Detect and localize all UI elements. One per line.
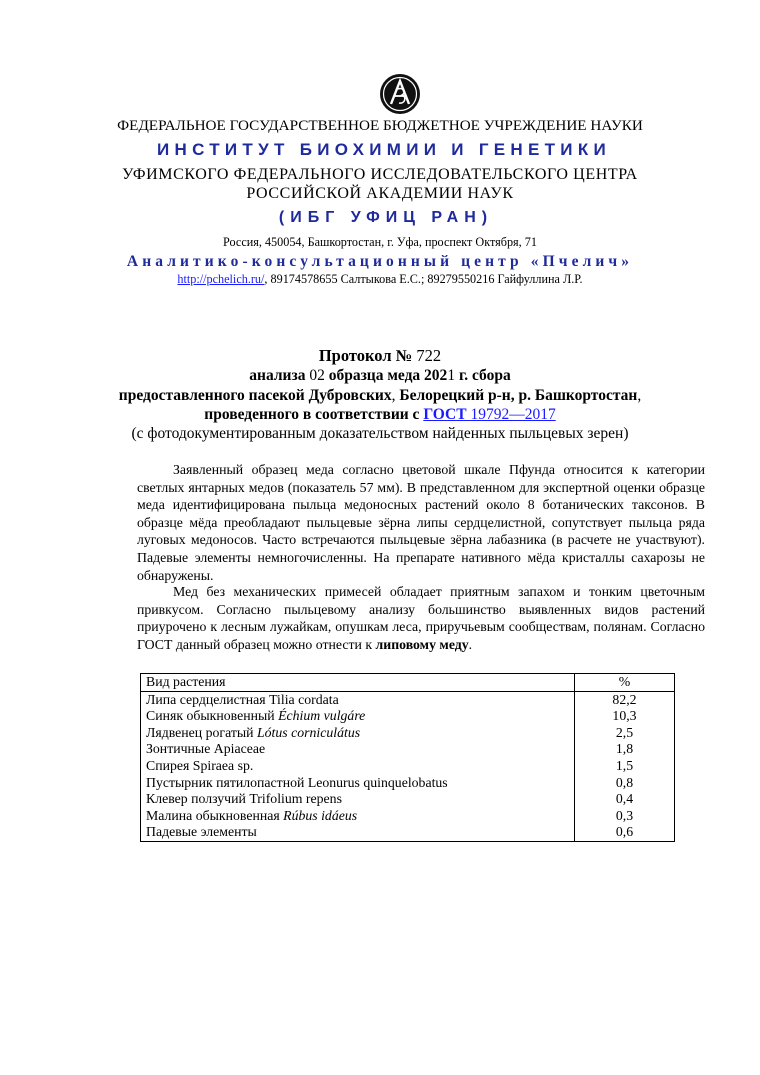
table-row [141, 741, 675, 758]
analytic-center-name: Аналитико-консультационный центр «Пчелич» [126, 253, 634, 270]
species-name: Падевые элементы [146, 824, 257, 840]
species-name: Зонтичные [146, 741, 214, 757]
gost-line [0, 406, 760, 424]
protocol-number: 722 [416, 346, 442, 365]
collection-text: г. сбора [455, 367, 511, 384]
header-species: Вид растения [141, 674, 575, 692]
table-row [141, 691, 675, 708]
table-row [141, 824, 675, 841]
species-latin: Rúbus idáeus [283, 807, 358, 823]
federal-institution-line: ФЕДЕРАЛЬНОЕ ГОСУДАРСТВЕННОЕ БЮДЖЕТНОЕ УЧРЕЖДЕНИЕ НАУКИ [117, 117, 643, 134]
analysis-text: анализа [249, 367, 310, 384]
photo-doc-note: (с фотодокументированным доказательством найденных пыльцевых зерен) [131, 425, 629, 442]
apiary-name: предоставленного пасекой Дубровских [118, 387, 392, 404]
species-cell [141, 758, 575, 775]
paragraph-description: Заявленный образец меда согласно цветовой шкале Пфунда относится к категории светлых янтарных медов (показатель 57 мм). В представленном для экспертной оценки образце меда идентифицирована пыльца медоносных растений около 8 ботанических таксонов. В образце мёда преобладают пыльцевые зёрна липы сердцелистной, сопутствует пыльца ряда луговых медоносов. Часто встречаются пыльцевые зёрна лабазника (в расчете не участвуют). Падевые элементы немногочисленны. На препарате нативного мёда кристаллы сахарозы не обнаружены. [137, 462, 705, 583]
table-row [141, 708, 675, 725]
sample-count: 02 [309, 367, 325, 384]
species-name: Клевер ползучий [146, 791, 250, 807]
species-latin: Spiraea sp. [192, 757, 254, 773]
website-link[interactable]: http://pchelich.ru/ [177, 272, 265, 286]
species-cell [141, 824, 575, 841]
species-cell [141, 741, 575, 758]
institute-address: Россия, 450054, Башкортостан, г. Уфа, проспект Октября, 71 [223, 235, 537, 249]
species-cell [141, 775, 575, 792]
species-cell [141, 725, 575, 742]
percent-cell: 1,5 [575, 758, 675, 775]
gost-link[interactable] [423, 406, 555, 423]
species-cell [141, 791, 575, 808]
header-percent: % [575, 674, 675, 692]
institute-logo-icon [379, 73, 421, 115]
gost-number: 19792—2017 [470, 406, 556, 423]
conclusion-end: . [468, 636, 473, 652]
gost-prefix: проведенного в соответствии с [204, 406, 424, 423]
table-row [141, 808, 675, 825]
table-row [141, 725, 675, 742]
table-header-row [141, 674, 675, 692]
species-latin: Tilia cordata [269, 691, 339, 707]
species-latin: Apiaceae [213, 741, 266, 757]
species-name: Малина обыкновенная [146, 807, 284, 823]
paragraph-conclusion [137, 583, 705, 653]
table-row [141, 758, 675, 775]
species-cell [141, 808, 575, 825]
species-name: Лядвенец рогатый [146, 724, 257, 740]
contact-phones: , 89174578655 Салтыкова Е.С.; 89279550216 Гайфуллина Л.Р. [264, 272, 583, 286]
institute-abbreviation: (ИБГ УФИЦ РАН) [278, 209, 494, 226]
species-latin: Échium vulgáre [278, 708, 366, 724]
species-cell [141, 691, 575, 708]
percent-cell: 82,2 [575, 691, 675, 708]
apiary-line [0, 387, 760, 405]
species-name: Синяк обыкновенный [146, 708, 279, 724]
species-latin: Lótus corniculátus [256, 724, 361, 740]
percent-cell: 1,8 [575, 741, 675, 758]
species-name: Пустырник пятилопастной [146, 774, 308, 790]
conclusion-text: Мед без механических примесей обладает приятным запахом и тонким цветочным привкусом. Согласно пыльцевому анализу большинство выявленных видов растений приурочено к лесным лужайкам, опушкам леса, приручьевым сообществам, полянам. Согласно ГОСТ данный образец можно отнести к [137, 584, 705, 652]
table-row [141, 775, 675, 792]
percent-cell: 0,4 [575, 791, 675, 808]
species-name: Липа сердцелистная [146, 691, 270, 707]
sample-text: образца меда 202 [324, 367, 448, 384]
ufa-center-line-2: РОССИЙСКОЙ АКАДЕМИИ НАУК [246, 185, 514, 202]
protocol-label: Протокол № [318, 346, 417, 365]
percent-cell: 2,5 [575, 725, 675, 742]
apiary-sep: , [391, 387, 400, 404]
table-row [141, 791, 675, 808]
species-latin: Trifolium repens [249, 791, 342, 807]
honey-type: липовому меду [375, 636, 469, 652]
percent-cell: 10,3 [575, 708, 675, 725]
contacts-line [0, 272, 760, 287]
apiary-comma: , [637, 387, 642, 404]
analysis-line [0, 367, 760, 385]
species-latin: Leonurus quinquelobatus [307, 774, 448, 790]
percent-cell: 0,6 [575, 824, 675, 841]
species-name: Спирея [146, 757, 193, 773]
protocol-title [0, 346, 760, 366]
percent-cell: 0,3 [575, 808, 675, 825]
percent-cell: 0,8 [575, 775, 675, 792]
ufa-center-line-1: УФИМСКОГО ФЕДЕРАЛЬНОГО ИССЛЕДОВАТЕЛЬСКОГО ЦЕНТРА [122, 166, 638, 183]
pollen-species-table [140, 673, 675, 842]
apiary-region: Белорецкий р-н, р. Башкортостан [399, 387, 638, 404]
institute-name: ИНСТИТУТ БИОХИМИИ И ГЕНЕТИКИ [156, 140, 612, 159]
gost-label: ГОСТ [423, 406, 471, 423]
year-digit: 1 [447, 367, 456, 384]
species-cell [141, 708, 575, 725]
